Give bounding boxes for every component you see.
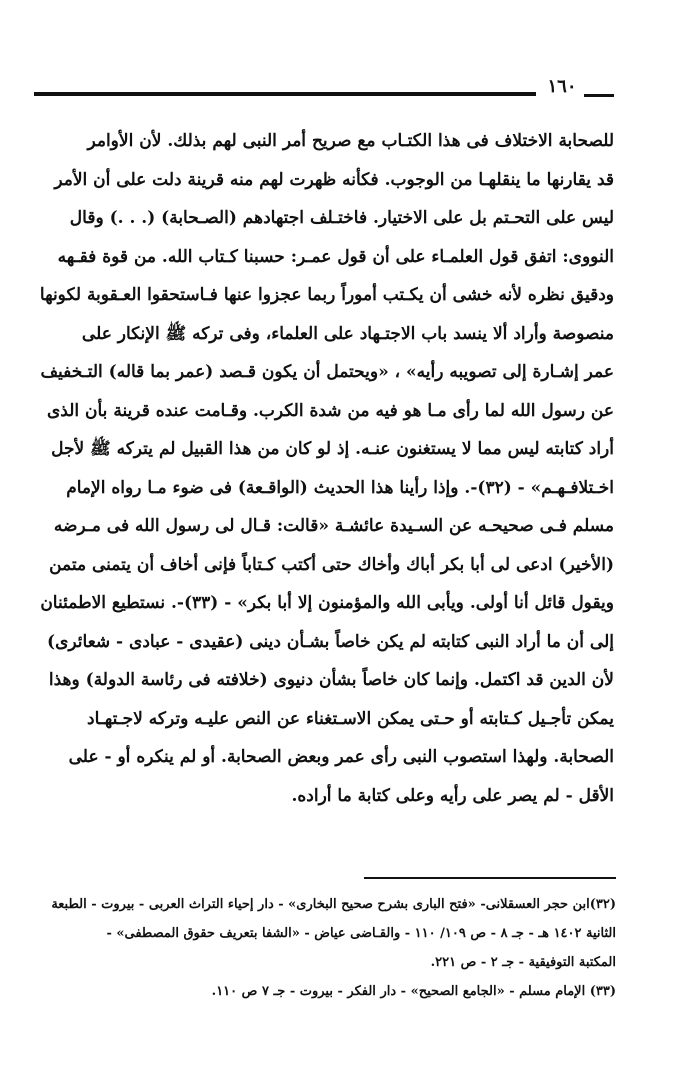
footnote-rule (364, 877, 616, 879)
body-line: قد يقارنها ما ينقلهـا من الوجوب. فكأنه ظهرت لهم منه قرينة دلت على أن الأمر (54, 169, 614, 190)
body-line: عن رسول الله لما رأى مـا هو فيه من شدة الكرب. وقـامت عنده قرينة بأن الذى (46, 400, 614, 421)
body-line: أراد كتابته ليس مما لا يستغنون عنـه. إذ لو كان من هذا القبيل لم يتركه ﷺ لأجل (51, 439, 614, 459)
body-line: للصحابة الاختلاف فى هذا الكتـاب مع صريح أمر النبى لهم بذلك. لأن الأوامر (87, 131, 614, 151)
page-number: ١٦٠ (547, 76, 577, 97)
footnote-line: المكتبة التوفيقية - جـ ٢ - ص ٢٢١. (430, 955, 616, 970)
body-line: لأن الدين قد اكتمل. وإنما كان خاصاً بشأن دنيوى (خلافته فى رئاسة الدولة) وهذا (48, 670, 614, 690)
body-line: منصوصة وأراد ألا ينسد باب الاجتـهاد على العلماء، وفى تركه ﷺ الإنكار على (81, 323, 614, 344)
body-line: مسلم فـى صحيحـه عن السـيدة عائشـة «قالت: قـال لى رسول الله فى مـرضه (53, 516, 614, 536)
body-line: ودقيق نظره لأنه خشى أن يكـتب أموراً ربما عجزوا عنها فـاستحقوا العـقوبة لكونها (39, 285, 614, 305)
body-line: الأقل - لم يصر على رأيه وعلى كتابة ما أراده. (291, 785, 614, 806)
body-line: ليس على التحـتم بل على الاختيار. فاختـلف اجتهادهم (الصـحابة) (. . .) وقال (69, 208, 614, 228)
body-line: اخـتلافـهـم» - (٣٢)-. وإذا رأينا هذا الحديث (الواقـعة) فى ضوء مـا رواه الإمام (66, 477, 614, 498)
header-dash (584, 94, 614, 97)
footnotes (34, 890, 616, 1006)
body-line: يمكن تأجـيل كـتابته أو حـتى يمكن الاسـتغناء عن النص عليـه وتركه لاجـتهـاد (87, 708, 614, 729)
body-line: إلى أن ما أراد النبى كتابته لم يكن خاصاً بشـأن دينى (عقيدى - عبادى - شعائرى) (47, 631, 614, 652)
body-text (34, 122, 614, 815)
footnote-line: الثانية ١٤٠٢ هـ - جـ ٨ - ص ١٠٩/ ١١٠ - والقـاضى عياض - «الشفا بتعريف حقوق المصطفى» - (106, 926, 616, 941)
footnote-line: (٣٢)ابن حجر العسقلانى- «فتح البارى بشرح صحيح البخارى» - دار إحياء التراث العربى - بيروت - الطبعة (51, 897, 616, 912)
body-line: (الأخير) ادعى لى أبا بكر أباك وأخاك حتى أكتب كـتاباً فإنى أخاف أن يتمنى متمن (49, 554, 614, 575)
body-line: الصحابة. ولهذا استصوب النبى رأى عمر وبعض الصحابة. أو لم ينكره أو - على (68, 747, 614, 767)
header-rule (34, 92, 536, 96)
body-line: النووى: اتفق قول العلمـاء على أن قول عمـر: حسبنا كـتاب الله. من قوة فقـهه (57, 246, 614, 267)
body-line: عمر إشـارة إلى تصويبه رأيه» ، «ويحتمل أن يكون قـصد (عمر بما قاله) التـخفيف (40, 362, 614, 382)
body-line: ويقول قائل أنا أولى. ويأبى الله والمؤمنون إلا أبا بكر» - (٣٣)-. نستطيع الاطمئنان (40, 593, 614, 613)
footnote-line: (٣٣) الإمام مسلم - «الجامع الصحيح» - دار الفكر - بيروت - جـ ٧ ص ١١٠. (211, 984, 616, 999)
